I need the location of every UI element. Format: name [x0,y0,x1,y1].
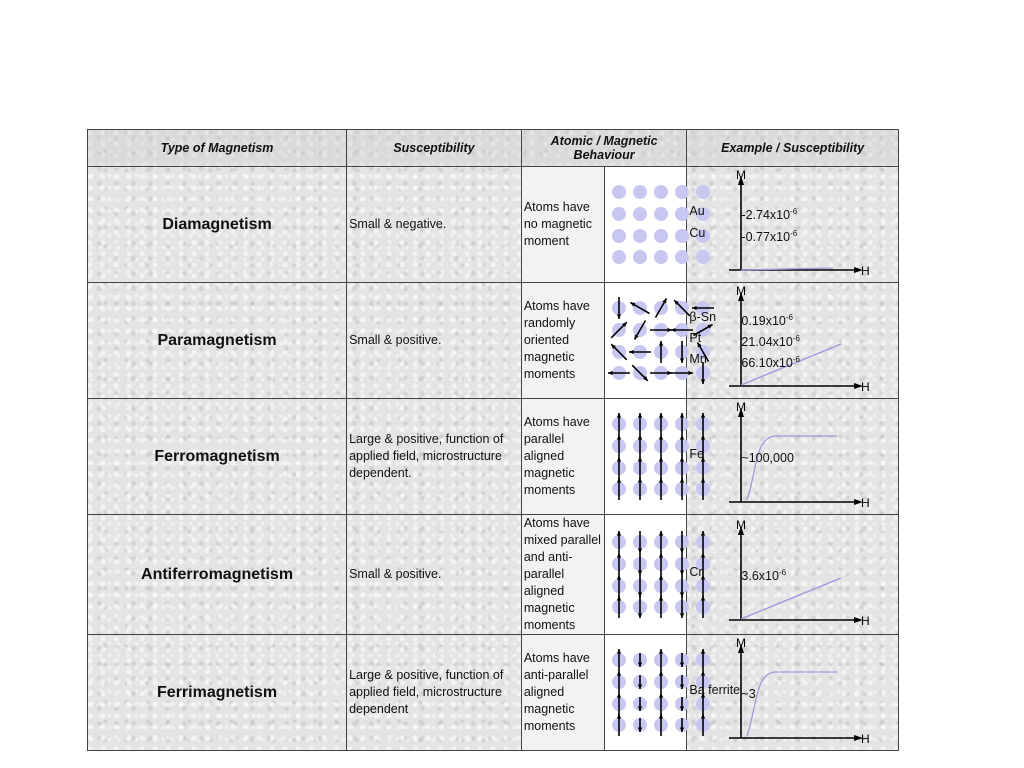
example-mantissa: 21.04x10 [741,335,793,350]
example-value [741,682,755,703]
moment-arrow-head [616,314,620,319]
table-row [88,635,899,751]
moment-arrow-head [616,435,620,440]
moment-arrow-head [637,435,641,440]
atom-circle [633,185,647,199]
example-element: Au [689,204,705,219]
moment-arrow-head [658,575,662,580]
behaviour-description: Atoms have no magnetic moment [521,167,604,283]
example-mantissa: -0.77x10 [741,229,791,244]
atom-circle [654,250,668,264]
example-value [741,351,800,372]
moment-arrow-head [679,613,683,618]
example-value [741,309,793,330]
table-row [88,399,899,515]
moment-arrow-head [637,457,641,462]
moment-arrow-head [637,613,641,618]
moment-arrow-head [658,671,662,676]
example-exponent: -6 [790,207,798,217]
example-element: Mn [689,352,707,367]
h-axis-label: H [860,731,870,746]
moment-arrow-head [616,649,620,654]
header-susceptibility: Susceptibility [347,130,522,167]
moment-arrow-head [637,570,641,575]
atom-circle [675,207,689,221]
example-element: Cu [689,225,706,240]
example-entry [689,309,898,330]
moment-arrow-head [637,413,641,418]
moment-arrow-head [616,531,620,536]
moment-arrow-head [616,671,620,676]
h-axis-label: H [860,263,870,278]
moment-arrow-head [671,327,676,331]
moment-arrow-head [658,531,662,536]
m-axis-label: M [735,283,746,298]
header-behaviour: Atomic / Magnetic Behaviour [521,130,687,167]
example-element: β-Sn [689,309,717,324]
example-mantissa: 66.10x10 [741,356,793,371]
moment-arrow-head [616,714,620,719]
moment-arrow-head [679,435,683,440]
example-element: Pt [689,330,702,345]
example-entry [689,446,898,467]
moment-arrow-head [658,435,662,440]
moment-arrow-head [637,478,641,483]
example-entry [689,351,898,372]
m-axis-label: M [735,635,746,650]
example-exponent: -6 [792,333,800,343]
susceptibility-text: Large & positive, function of applied field, microstructure dependent. [347,399,522,515]
example-mantissa: 0.19x10 [741,313,786,328]
magnetism-type: Ferromagnetism [88,399,347,515]
atom-circle [696,250,710,264]
behaviour-description: Atoms have randomly oriented magnetic moments [521,283,604,399]
example-value [741,203,797,224]
atom-circle [612,250,626,264]
moment-arrow-head [658,714,662,719]
example-value [741,446,793,467]
example-entry [689,203,898,224]
moment-arrow-head [637,548,641,553]
moment-arrow-head [658,553,662,558]
table-row [88,167,899,283]
example-value [741,564,786,585]
moment-arrow-head [679,413,683,418]
atom-circle [654,229,668,243]
moment-arrow-head [616,596,620,601]
header-example: Example / Susceptibility [687,130,899,167]
moment-arrow-head [679,478,683,483]
susceptibility-text: Small & negative. [347,167,522,283]
magnetism-table [87,129,899,751]
atom-circle [633,207,647,221]
atom-circle [633,229,647,243]
moment-arrow-head [616,457,620,462]
susceptibility-text: Small & positive. [347,283,522,399]
table-body [88,167,899,751]
behaviour-description: Atoms have parallel aligned magnetic moments [521,399,604,515]
example-entry [689,225,898,246]
moment-arrow-head [658,596,662,601]
moment-arrow-head [679,570,683,575]
moment-arrow-head [658,341,662,346]
example-mantissa: ~100,000 [741,451,794,466]
example-element: Fe [689,446,704,461]
moment-arrow-head [616,553,620,558]
behaviour-description: Atoms have mixed parallel and anti-parallel aligned magnetic moments [521,515,604,635]
magnetism-type: Antiferromagnetism [88,515,347,635]
example-element: Cr [689,564,703,579]
behaviour-description: Atoms have anti-parallel aligned magnetic moments [521,635,604,751]
example-value [741,330,800,351]
moment-arrow-head [658,649,662,654]
moment-arrow-head [658,478,662,483]
moment-arrow-head [679,457,683,462]
moment-arrow-head [658,693,662,698]
magnetism-type: Paramagnetism [88,283,347,399]
example-exponent: -6 [778,567,787,577]
atom-circle [654,185,668,199]
m-axis-label: M [735,167,746,182]
moment-arrow-head [616,693,620,698]
atom-circle [675,185,689,199]
h-axis-label: H [860,495,870,510]
header-type: Type of Magnetism [88,130,347,167]
example-entry [689,330,898,351]
example-exponent: -6 [792,355,800,365]
moment-arrow-head [629,349,634,353]
atom-circle [696,185,710,199]
m-axis-label: M [735,399,746,414]
example-mantissa: ~3 [741,687,756,702]
magnetism-type: Ferrimagnetism [88,635,347,751]
example-mantissa: -2.74x10 [741,208,791,223]
moment-arrow-head [679,358,683,363]
example-value [741,225,797,246]
moment-arrow-head [679,548,683,553]
header-row [88,130,899,167]
moment-arrow-head [616,413,620,418]
moment-arrow-head [616,575,620,580]
susceptibility-text: Large & positive, function of applied field, microstructure dependent [347,635,522,751]
atom-circle [675,229,689,243]
table-row [88,283,899,399]
atom-circle [612,229,626,243]
atom-circle [654,207,668,221]
example-entry [689,564,898,585]
atom-circle [675,250,689,264]
h-axis-label: H [860,379,870,394]
susceptibility-text: Small & positive. [347,515,522,635]
moment-arrow-head [658,413,662,418]
atom-circle [633,250,647,264]
m-axis-label: M [735,517,746,532]
example-element: Ba ferrite [689,682,741,697]
atom-circle [612,185,626,199]
example-exponent: -6 [790,228,798,238]
moment-arrow-head [608,370,613,374]
table-row [88,515,899,635]
example-exponent: -6 [785,312,794,322]
moment-arrow-head [658,457,662,462]
atom-circle [612,207,626,221]
example-entry [689,682,898,703]
example-mantissa: 3.6x10 [741,569,779,584]
moment-arrow-head [616,478,620,483]
h-axis-label: H [860,613,870,628]
magnetism-type: Diamagnetism [88,167,347,283]
